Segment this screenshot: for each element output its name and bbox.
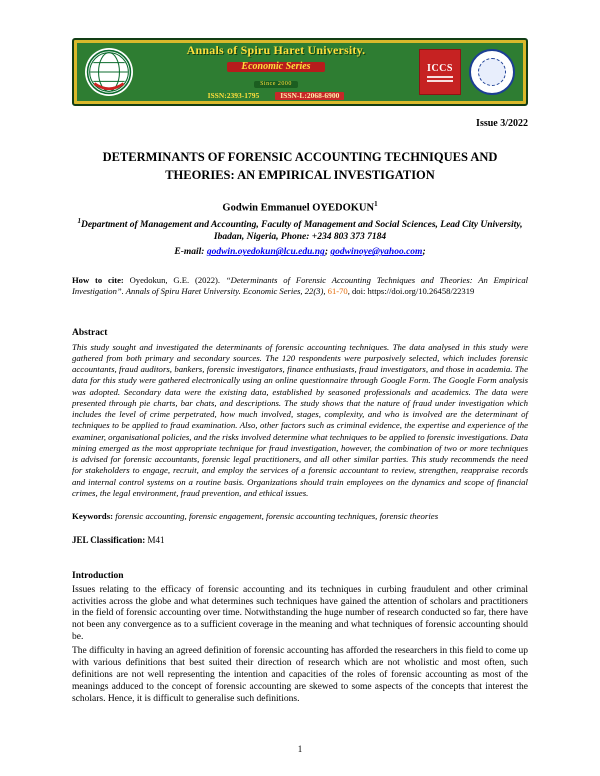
jel-line: [72, 535, 528, 545]
author-affiliation-marker: 1: [374, 200, 378, 208]
article-title-line2: THEORIES: AN EMPIRICAL INVESTIGATION: [165, 167, 435, 182]
journal-banner: [77, 43, 523, 101]
email-line: [72, 247, 528, 257]
journal-name: Annals of Spiru Haret University.: [186, 42, 366, 57]
author-name: Godwin Emmanuel OYEDOKUN: [222, 202, 375, 214]
keywords-label: Keywords:: [72, 511, 114, 522]
series-ribbon: Economic Series: [227, 62, 324, 73]
article-title-line1: DETERMINANTS OF FORENSIC ACCOUNTING TECHNIQUES AND: [102, 150, 498, 164]
iccs-logo-subtext-bar: [427, 76, 453, 78]
introduction-heading: Introduction: [72, 570, 124, 581]
email-label: E-mail:: [174, 247, 207, 258]
affiliation-text: Department of Management and Accounting, Faculty of Management and Social Sciences, Lead City University, Ibadan, Nigeria, Phone: +234 803 373 7184: [80, 219, 523, 243]
introduction-paragraph-1: Issues relating to the efficacy of forensic accounting and its techniques in curbing fraudulent and other criminal activities across the globe and what determines such techniques have gained the attention of scholars and practitioners in the field of forensic accounting over time. Notwithstanding the huge number of research conducted so far, there have not been any convergence as to a sufficient coverage in the meaning and what techniques of forensic accounting should be.: [72, 584, 528, 643]
author-line: [72, 200, 528, 214]
jel-value: M41: [145, 534, 165, 545]
abstract-heading: Abstract: [72, 327, 108, 338]
email-link-secondary[interactable]: godwinoye@yahoo.com: [330, 247, 423, 258]
globe-logo-icon: [85, 48, 133, 96]
jel-label: JEL Classification:: [72, 534, 146, 545]
university-seal-inner-icon: [478, 58, 506, 86]
page-number: 1: [297, 744, 303, 754]
introduction-paragraph-2: The difficulty in having an agreed definition of forensic accounting has afforded the researchers in this field to come up with various definitions that best suited their direction of research which are not wholistic and most often, such definitions are not well representing the intention and capacities of the roles of forensic accounting as most of the meanings adduced to the concept of forensic accounting are skewed to some aspects of the concepts that interest the scholars. Hence, it is difficult to generalise such definitions.: [72, 646, 528, 705]
cite-pages: 61-70: [327, 286, 348, 297]
since-badge: Since 2000: [254, 81, 298, 87]
issn-row: [141, 92, 411, 100]
university-seal-icon: [469, 49, 515, 95]
iccs-logo-subtext-bar: [427, 80, 453, 82]
email-separator: ;: [324, 247, 331, 258]
cite-doi: , doi: https://doi.org/10.26458/22319: [347, 286, 475, 297]
issn-l-label: ISSN-L:2068-6900: [275, 92, 344, 100]
cite-journal: Annals of Spiru Haret University. Economic Series, 22(3),: [125, 286, 328, 297]
affiliation: [72, 217, 528, 245]
affiliation-marker: 1: [77, 216, 81, 225]
cite-label: How to cite:: [72, 275, 124, 286]
issn-label: ISSN:2393-1795: [207, 91, 260, 101]
journal-banner-frame: [72, 38, 528, 106]
keywords-line: [72, 511, 528, 522]
email-terminator: ;: [422, 247, 426, 258]
cite-authors: Oyedokun, G.E. (2022).: [123, 275, 226, 286]
keywords-text: forensic accounting, forensic engagement, forensic accounting techniques, forensic theories: [113, 511, 439, 522]
article-title: [72, 149, 528, 184]
iccs-logo-text: ICCS: [427, 62, 453, 74]
email-link-primary[interactable]: godwin.oyedokun@lcu.edu.ng: [206, 247, 325, 258]
iccs-logo-icon: [419, 49, 461, 95]
abstract-text: This study sought and investigated the determinants of forensic accounting techniques. The data analysed in this study were gathered from both primary and secondary sources. The 120 respondents were purposively selected, which includes forensic accountants, fraud auditors, bankers, forensic investigators, finance enthusiasts, fraud investigators, and those in academia. The data for this study were gathered electronically using an online questionnaire through Google Form. The Google Form analysis was adopted. Secondary data were the existing data, established by seasoned professionals and academics. The data were presented through pie charts, bar chats, and descriptions. The study shows that the nature of fraud under investigation which includes the level of crime perpetrated, how much involved, stages, complexity, and who is involved are the determinant of techniques to be applied to fraud examination. Also, other factors such as criminal evidence, the expertise and experience of the examiner, organisational policies, and the risks involved determine what techniques to be applied to forensic investigations. Data mining emerged as the most appropriate technique for fraud investigation, however, the combination of two or more techniques is advised for forensic accountants, forensic legal practitioners, and all other similar parties. This study recommends the need for stakeholders to engage, recruit, and employ the services of a forensic accountant to review, strengthen, reappraise records and internal control systems on a routine basis. Organizations should train employees on the dynamics and scope of financial crimes, the legal environment, fraud prevention, and ethical issues.: [72, 341, 528, 498]
issue-label: Issue 3/2022: [476, 118, 528, 129]
banner-text-block: [141, 44, 411, 100]
cite-article-title: “Determinants of Forensic Accounting Techniques and Theories: An Empirical Investigation”.: [72, 275, 528, 297]
how-to-cite: [72, 275, 528, 297]
